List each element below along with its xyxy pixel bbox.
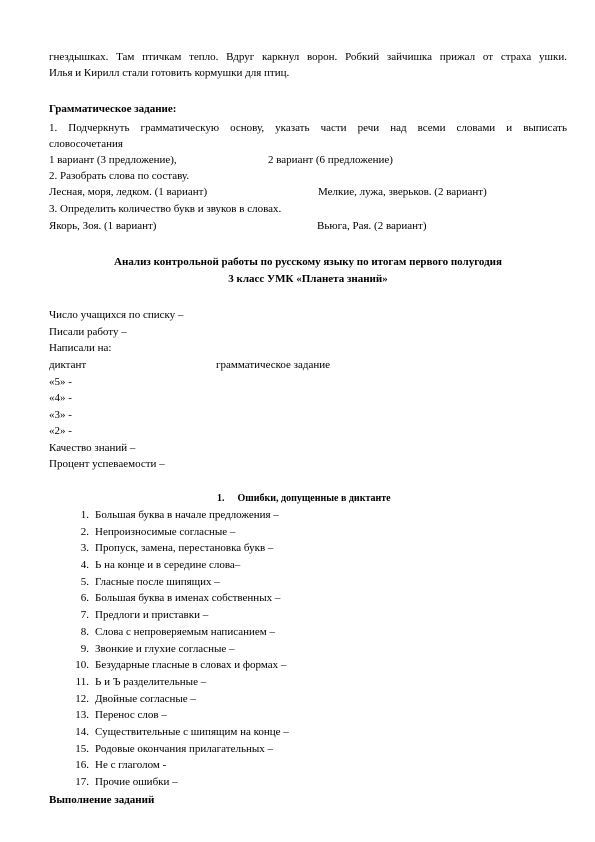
tasks-heading: Выполнение заданий (49, 794, 155, 806)
grammar-task1-line2: словосочетания (49, 138, 123, 150)
error-item-number: 2. (80, 525, 89, 538)
wrote-count: Писали работу – (49, 326, 127, 338)
error-item-number: 10. (75, 659, 89, 672)
errors-heading (217, 492, 391, 506)
error-item (73, 541, 289, 558)
error-item (73, 708, 289, 725)
error-item-text: Пропуск, замена, перестановка букв – (95, 542, 274, 555)
error-item (73, 658, 289, 675)
errors-heading-number: 1. (217, 493, 225, 504)
wrote-on-label: Написали на: (49, 342, 112, 354)
grade-4: «4» - (49, 392, 72, 404)
error-item-text: Гласные после шипящих – (95, 575, 220, 588)
grammar-task1-line1: 1. Подчеркнуть грамматическую основу, указать части речи над всеми словами и выписать (49, 122, 567, 134)
analysis-title-line-2: 3 класс УМК «Планета знаний» (228, 273, 388, 285)
error-item (73, 575, 289, 592)
error-item-text: Ь и Ъ разделительные – (95, 675, 207, 688)
letters-variant-1: Якорь, Зоя. (1 вариант) (49, 220, 157, 232)
error-item-number: 16. (75, 759, 89, 772)
intro-line-1: гнездышках. Там птичкам тепло. Вдруг каркнул ворон. Робкий зайчишка прижал от страха ушки. (49, 51, 567, 63)
error-item (73, 675, 289, 692)
variant-1: 1 вариант (3 предложение), (49, 154, 177, 166)
error-item-number: 17. (75, 776, 89, 788)
error-item (73, 758, 289, 775)
errors-heading-text: Ошибки, допущенные в диктанте (237, 493, 391, 504)
error-item-number: 7. (80, 609, 89, 622)
error-item (73, 725, 289, 742)
error-item-number: 14. (75, 725, 89, 738)
error-item-number: 11. (75, 675, 89, 688)
analysis-title-line-1: Анализ контрольной работы по русскому языку по итогам первого полугодия (114, 256, 502, 268)
error-item-number: 3. (80, 542, 89, 555)
error-item-text: Ь на конце и в середине слова– (95, 559, 241, 572)
error-item (73, 775, 289, 792)
error-item (73, 558, 289, 575)
error-item (73, 508, 289, 525)
error-item (73, 742, 289, 759)
error-item-text: Двойные согласные – (95, 692, 196, 705)
letters-variant-2: Вьюга, Рая. (2 вариант) (317, 220, 427, 232)
error-item-text: Непроизносимые согласные – (95, 525, 236, 538)
error-item-number: 13. (75, 709, 89, 722)
error-item-text: Звонкие и глухие согласные – (95, 642, 235, 655)
error-item-text: Слова с непроверяемым написанием – (95, 625, 275, 638)
error-item (73, 625, 289, 642)
error-item-text: Перенос слов – (95, 709, 167, 722)
error-item (73, 608, 289, 625)
error-item-text: Существительные с шипящим на конце – (95, 725, 289, 738)
words-variant-2: Мелкие, лужа, зверьков. (2 вариант) (318, 186, 487, 198)
quality-of-knowledge: Качество знаний – (49, 442, 136, 454)
error-item-text: Безударные гласные в словах и формах – (95, 659, 287, 672)
error-item-number: 6. (80, 592, 89, 605)
error-item-text: Большая буква в начале предложения – (95, 509, 279, 521)
grammar-task2: 2. Разобрать слова по составу. (49, 170, 190, 182)
error-item-text: Прочие ошибки – (95, 776, 178, 788)
students-count: Число учащихся по списку – (49, 309, 184, 321)
error-item (73, 525, 289, 542)
grammar-task3: 3. Определить количество букв и звуков в словах. (49, 203, 282, 215)
error-item-text: Предлоги и приставки – (95, 609, 209, 622)
words-variant-1: Лесная, моря, ледком. (1 вариант) (49, 186, 208, 198)
error-item-number: 1. (80, 509, 89, 521)
error-item-number: 8. (80, 625, 89, 638)
grammar-heading: Грамматическое задание: (49, 103, 177, 115)
error-item-text: Родовые окончания прилагательных – (95, 742, 273, 755)
variant-2: 2 вариант (6 предложение) (268, 154, 393, 166)
error-item-text: Не с глаголом - (95, 759, 167, 772)
success-percent: Процент успеваемости – (49, 458, 165, 470)
error-item-number: 15. (75, 742, 89, 755)
error-item-number: 9. (80, 642, 89, 655)
dictation-label: диктант (49, 359, 87, 371)
error-item (73, 591, 289, 608)
error-item (73, 642, 289, 659)
errors-list (73, 508, 289, 792)
intro-line-2: Илья и Кирилл стали готовить кормушки для птиц. (49, 67, 290, 79)
error-item-text: Большая буква в именах собственных – (95, 592, 281, 605)
error-item-number: 12. (75, 692, 89, 705)
grade-3: «3» - (49, 409, 72, 421)
grammar-task-label: грамматическое задание (216, 359, 331, 371)
error-item-number: 5. (80, 575, 89, 588)
error-item-number: 4. (80, 559, 89, 572)
error-item (73, 692, 289, 709)
grade-5: «5» - (49, 376, 72, 388)
grade-2: «2» - (49, 425, 72, 437)
